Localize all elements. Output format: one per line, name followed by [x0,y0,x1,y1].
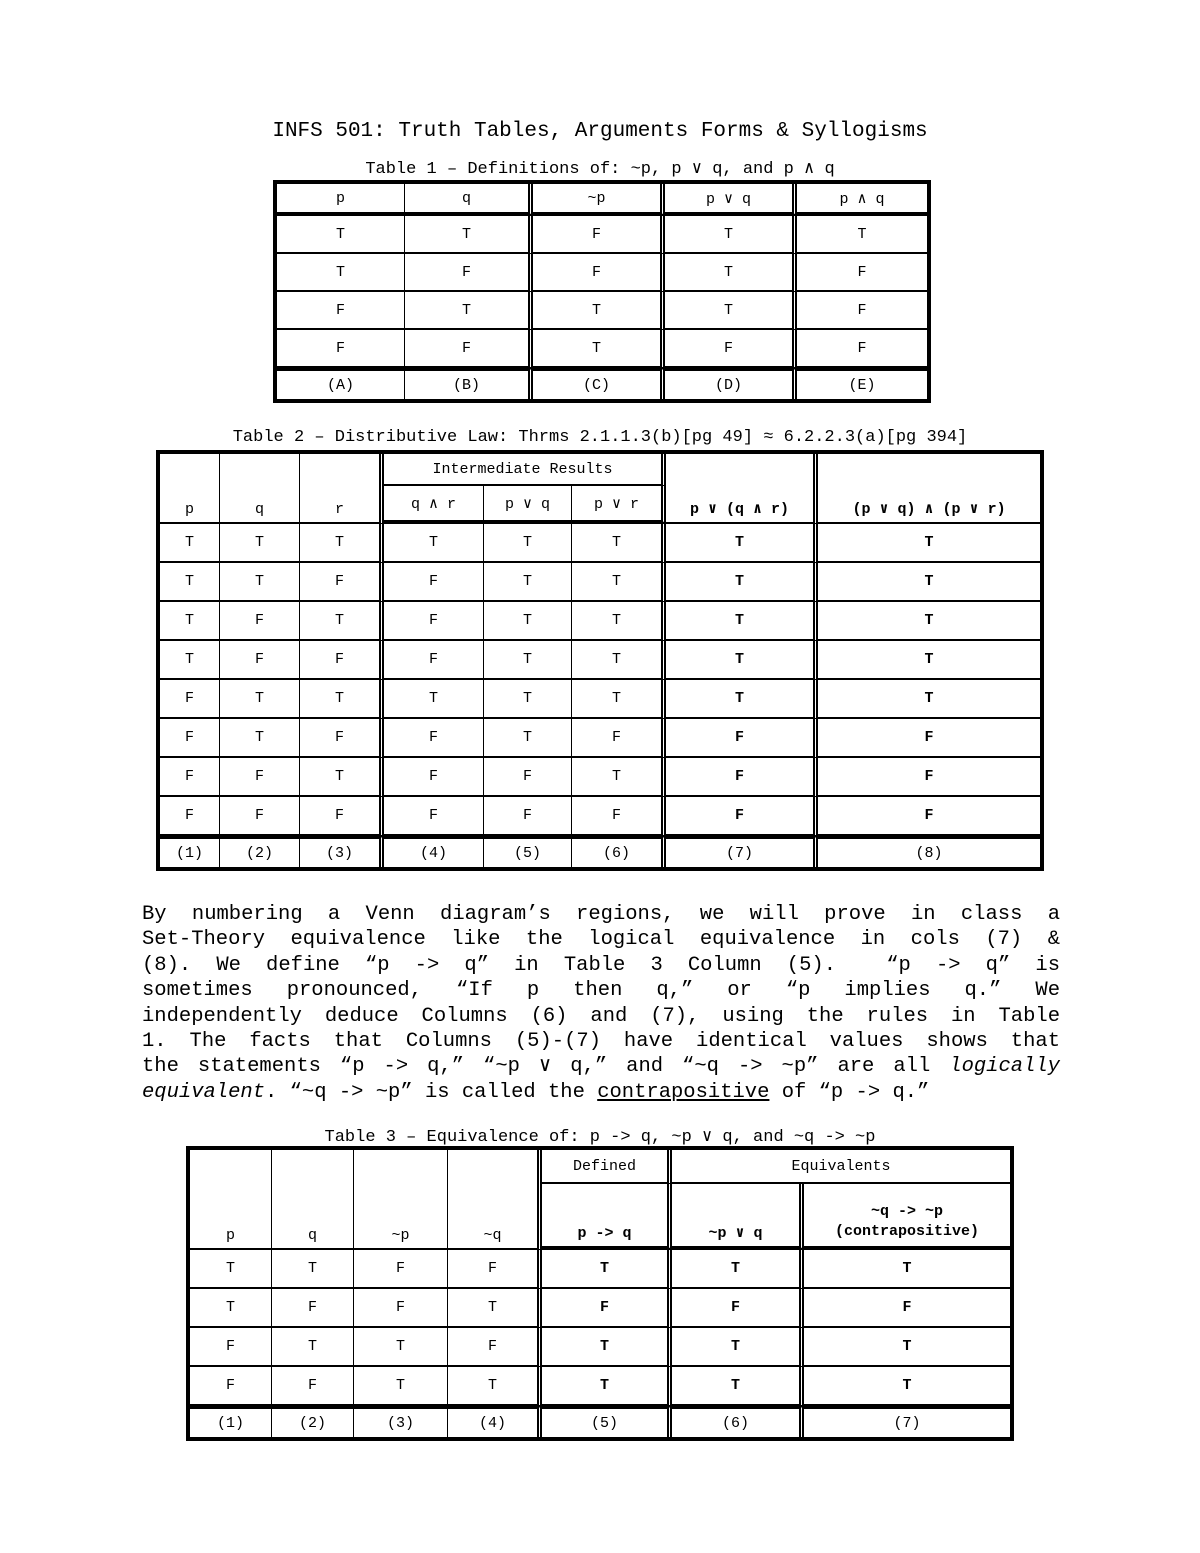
footer-cell: (4) [384,836,484,867]
table-footer-row [190,1406,1010,1437]
table-cell: T [160,602,220,641]
page-title: INFS 501: Truth Tables, Arguments Forms & Syllogisms [272,120,928,143]
table-cell: F [572,719,666,758]
footer-cell: (B) [405,368,533,399]
table-cell: F [542,1289,672,1328]
table-cell: F [190,1328,272,1367]
table-cell: T [300,758,384,797]
table-cell: F [533,216,665,254]
table-cell: T [484,524,572,563]
table-cell: T [300,680,384,719]
table-cell: T [797,216,927,254]
header-cell: q ∧ r [384,486,484,524]
table-cell: T [533,330,665,368]
table-cell: F [384,641,484,680]
header-cell: p ∨ q [484,486,572,524]
table-cell: T [542,1250,672,1289]
footer-cell: (5) [484,836,572,867]
table-cell: F [484,797,572,836]
table-cell: T [354,1367,448,1406]
table-cell: T [272,1328,354,1367]
table-cell: T [300,602,384,641]
table-row [160,797,1040,836]
table-cell: F [818,719,1040,758]
table-cell: T [160,563,220,602]
footer-cell: (3) [300,836,384,867]
table-cell: T [484,641,572,680]
table-cell: F [190,1367,272,1406]
table-cell: F [484,758,572,797]
footer-cell: (7) [804,1406,1010,1437]
table-row [160,758,1040,797]
table-cell: F [220,641,300,680]
table1 [273,180,931,403]
table-cell: F [672,1289,804,1328]
paragraph-line: By numbering a Venn diagram’s regions, we will prove in class a [142,903,1060,926]
table-cell: T [484,680,572,719]
header-cell: p ∨ q [665,184,797,216]
table-row [160,680,1040,719]
table-cell: T [272,1250,354,1289]
table-cell: T [818,524,1040,563]
table-cell: T [405,292,533,330]
table-cell: T [818,680,1040,719]
table-cell: T [818,641,1040,680]
table-cell: T [484,719,572,758]
table-cell: T [665,254,797,292]
footer-cell: (C) [533,368,665,399]
table-group-header-row [190,1150,1010,1184]
paragraph-line [142,1054,1060,1079]
table-cell: T [405,216,533,254]
table-cell: F [384,758,484,797]
header-cell: q [220,454,300,524]
table-cell: T [484,602,572,641]
table-cell: F [797,292,927,330]
table3 [186,1146,1014,1441]
table-cell: F [666,758,818,797]
table-footer-row [160,836,1040,867]
table-cell: T [572,602,666,641]
footer-cell: (E) [797,368,927,399]
table-cell: T [666,563,818,602]
header-cell: p [160,454,220,524]
table-row [190,1328,1010,1367]
paragraph-text: the statements “p -> q,” “~p ∨ q,” and “~q -> ~p” are all [142,1055,931,1079]
table-cell: T [672,1328,804,1367]
header-line: ~q -> ~p [870,1203,943,1220]
table-cell: T [666,680,818,719]
table-cell: F [405,254,533,292]
table-cell: F [384,719,484,758]
table-cell: T [666,602,818,641]
table-cell: T [672,1250,804,1289]
table-cell: T [572,563,666,602]
table-cell: T [572,524,666,563]
table3-caption: Table 3 – Equivalence of: p -> q, ~p ∨ q, and ~q -> ~p [324,1128,876,1147]
table-cell: T [277,254,405,292]
table-cell: T [190,1250,272,1289]
header-cell: p -> q [542,1184,672,1250]
footer-cell: (A) [277,368,405,399]
table-row [160,563,1040,602]
paragraph-line: Set-Theory equivalence like the logical equivalence in cols (7) & [142,928,1060,952]
table-cell: T [448,1289,542,1328]
table-cell: F [300,797,384,836]
table-cell: T [484,563,572,602]
table-row [190,1250,1010,1289]
footer-cell: (7) [666,836,818,867]
table-cell: F [277,330,405,368]
table-cell: T [190,1289,272,1328]
table-cell: F [797,254,927,292]
table3-body [190,1250,1010,1406]
logically-italic: logically [949,1055,1060,1079]
table-cell: F [818,758,1040,797]
table-cell: T [533,292,665,330]
table-row [277,330,927,368]
header-cell: p ∨ (q ∧ r) [666,454,818,524]
table-cell: F [572,797,666,836]
paragraph-line [142,1080,1060,1105]
table-cell: F [797,330,927,368]
table-row [277,216,927,254]
footer-cell: (3) [354,1406,448,1437]
table-cell: F [300,719,384,758]
table-cell: F [666,797,818,836]
table-cell: F [666,719,818,758]
table-cell: F [160,797,220,836]
table-cell: F [160,680,220,719]
table-row [190,1289,1010,1328]
table-cell: T [542,1328,672,1367]
table-cell: T [666,524,818,563]
explanation-paragraph [142,902,1060,1105]
table-cell: T [572,641,666,680]
table-cell: F [354,1250,448,1289]
table-cell: T [384,524,484,563]
paragraph-line: 1. The facts that Columns (5)-(7) have identical values shows that [142,1030,1060,1054]
table-cell: T [160,524,220,563]
table-cell: T [665,292,797,330]
table1-caption: Table 1 – Definitions of: ~p, p ∨ q, and p ∧ q [365,160,835,179]
table-cell: F [300,641,384,680]
header-cell: p ∧ q [797,184,927,216]
table-cell: F [384,563,484,602]
table-cell: T [220,524,300,563]
table-group-header-row [160,454,1040,486]
table-cell: F [220,797,300,836]
table-cell: T [220,680,300,719]
paragraph-text: . “~q -> ~p” is called the [265,1080,598,1104]
header-cell: (p ∨ q) ∧ (p ∨ r) [818,454,1040,524]
header-cell: q [405,184,533,216]
header-line: (contrapositive) [834,1223,980,1240]
group-header-equivalents: Equivalents [672,1150,1010,1184]
table-cell: F [448,1250,542,1289]
table-cell: T [804,1250,1010,1289]
table-cell: T [804,1367,1010,1406]
paragraph-text: of “p -> q.” [769,1080,930,1104]
table-cell: T [354,1328,448,1367]
table-cell: T [672,1367,804,1406]
table-row [190,1367,1010,1406]
table-cell: F [384,602,484,641]
table-cell: F [277,292,405,330]
table-cell: T [665,216,797,254]
footer-cell: (1) [160,836,220,867]
footer-cell: (5) [542,1406,672,1437]
table2-body [160,524,1040,836]
table-row [277,254,927,292]
paragraph-line: (8). We define “p -> q” in Table 3 Column (5). “p -> q” is [142,953,1060,977]
header-cell: ~p [354,1150,448,1250]
header-cell: ~p ∨ q [672,1184,804,1250]
table-cell: F [804,1289,1010,1328]
footer-cell: (2) [272,1406,354,1437]
table-cell: T [300,524,384,563]
group-header-intermediate: Intermediate Results [384,454,666,486]
header-cell: p ∨ r [572,486,666,524]
table-row [160,719,1040,758]
table-cell: F [272,1289,354,1328]
table-cell: F [405,330,533,368]
footer-cell: (4) [448,1406,542,1437]
equivalent-italic: equivalent [142,1080,266,1104]
table-cell: T [220,563,300,602]
table-cell: T [818,602,1040,641]
table-cell: T [804,1328,1010,1367]
table-cell: F [354,1289,448,1328]
table-row [160,641,1040,680]
group-header-defined: Defined [542,1150,672,1184]
footer-cell: (2) [220,836,300,867]
header-cell: p [190,1150,272,1250]
table-cell: F [818,797,1040,836]
header-cell: ~p [533,184,665,216]
table-cell: T [542,1367,672,1406]
table-header-row [277,184,927,216]
footer-cell: (6) [572,836,666,867]
header-cell-contrapositive [804,1184,1010,1250]
table-cell: F [220,758,300,797]
table-row [160,602,1040,641]
paragraph-line: sometimes pronounced, “If p then q,” or “p implies q.” We [142,979,1060,1003]
contrapositive-underline: contrapositive [597,1080,770,1104]
table-cell: T [572,758,666,797]
footer-cell: (8) [818,836,1040,867]
table-cell: T [818,563,1040,602]
table-footer-row [277,368,927,399]
table-cell: F [665,330,797,368]
header-cell: ~q [448,1150,542,1250]
header-cell: p [277,184,405,216]
table-cell: F [160,758,220,797]
table-cell: T [666,641,818,680]
table2 [156,450,1044,871]
table-row [277,292,927,330]
table2-caption: Table 2 – Distributive Law: Thrms 2.1.1.3(b)[pg 49] ≈ 6.2.2.3(a)[pg 394] [232,428,968,447]
footer-cell: (D) [665,368,797,399]
table-cell: T [277,216,405,254]
table-cell: T [160,641,220,680]
footer-cell: (6) [672,1406,804,1437]
table-cell: F [160,719,220,758]
table-cell: F [533,254,665,292]
table-cell: T [448,1367,542,1406]
table-cell: F [220,602,300,641]
header-cell: r [300,454,384,524]
footer-cell: (1) [190,1406,272,1437]
header-cell: q [272,1150,354,1250]
table-cell: F [272,1367,354,1406]
table-row [160,524,1040,563]
table-cell: T [220,719,300,758]
table-cell: F [448,1328,542,1367]
table-cell: F [300,563,384,602]
table-cell: F [384,797,484,836]
table-cell: T [384,680,484,719]
table-cell: T [572,680,666,719]
paragraph-line: independently deduce Columns (6) and (7), using the rules in Table [142,1004,1060,1028]
